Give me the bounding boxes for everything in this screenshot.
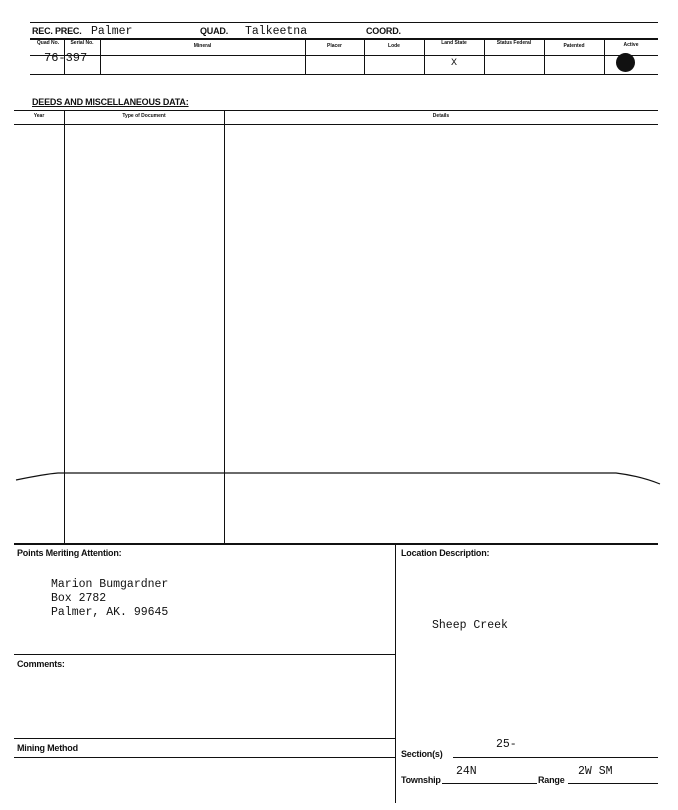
quad-value: Talkeetna xyxy=(245,25,308,38)
col-details: Details xyxy=(432,113,450,119)
col-land-state: Land State xyxy=(441,40,467,46)
section-label: Section(s) xyxy=(401,749,443,759)
col-lode: Lode xyxy=(388,43,400,49)
col-status-federal: Status Federal xyxy=(496,40,532,46)
col-mineral: Mineral xyxy=(193,43,212,49)
rec-prec-value: Palmer xyxy=(91,25,133,38)
location-label: Location Description: xyxy=(401,548,490,558)
deeds-section-title: DEEDS AND MISCELLANEOUS DATA: xyxy=(32,97,189,107)
points-label: Points Meriting Attention: xyxy=(17,548,122,558)
range-value: 2W SM xyxy=(578,765,613,778)
comments-label: Comments: xyxy=(17,659,65,669)
township-value: 24N xyxy=(456,765,477,778)
points-line-1: Marion Bumgardner xyxy=(51,578,169,591)
claim-table-top-rule xyxy=(30,38,658,40)
col-patented: Patented xyxy=(563,43,585,49)
col-active: Active xyxy=(623,42,639,48)
fold-line xyxy=(0,464,678,496)
section-value: 25- xyxy=(496,738,517,751)
col-quad-no: Quad No. xyxy=(36,40,60,46)
land-state-value: X xyxy=(451,58,458,69)
serial-value: 76-397 xyxy=(44,51,88,65)
points-line-3: Palmer, AK. 99645 xyxy=(51,606,169,619)
points-line-2: Box 2782 xyxy=(51,592,107,605)
active-filled-dot xyxy=(616,53,635,72)
coord-label: COORD. xyxy=(366,26,401,36)
col-year: Year xyxy=(33,113,45,119)
col-type-of-document: Type of Document xyxy=(122,113,166,119)
township-label: Township xyxy=(401,775,441,785)
quad-label: QUAD. xyxy=(200,26,228,36)
range-label: Range xyxy=(538,775,565,785)
col-placer: Placer xyxy=(326,43,342,49)
mining-method-label: Mining Method xyxy=(17,743,78,753)
col-serial-no: Serial No. xyxy=(70,40,94,46)
location-value: Sheep Creek xyxy=(432,619,508,632)
rec-prec-label: REC. PREC. xyxy=(32,26,82,36)
